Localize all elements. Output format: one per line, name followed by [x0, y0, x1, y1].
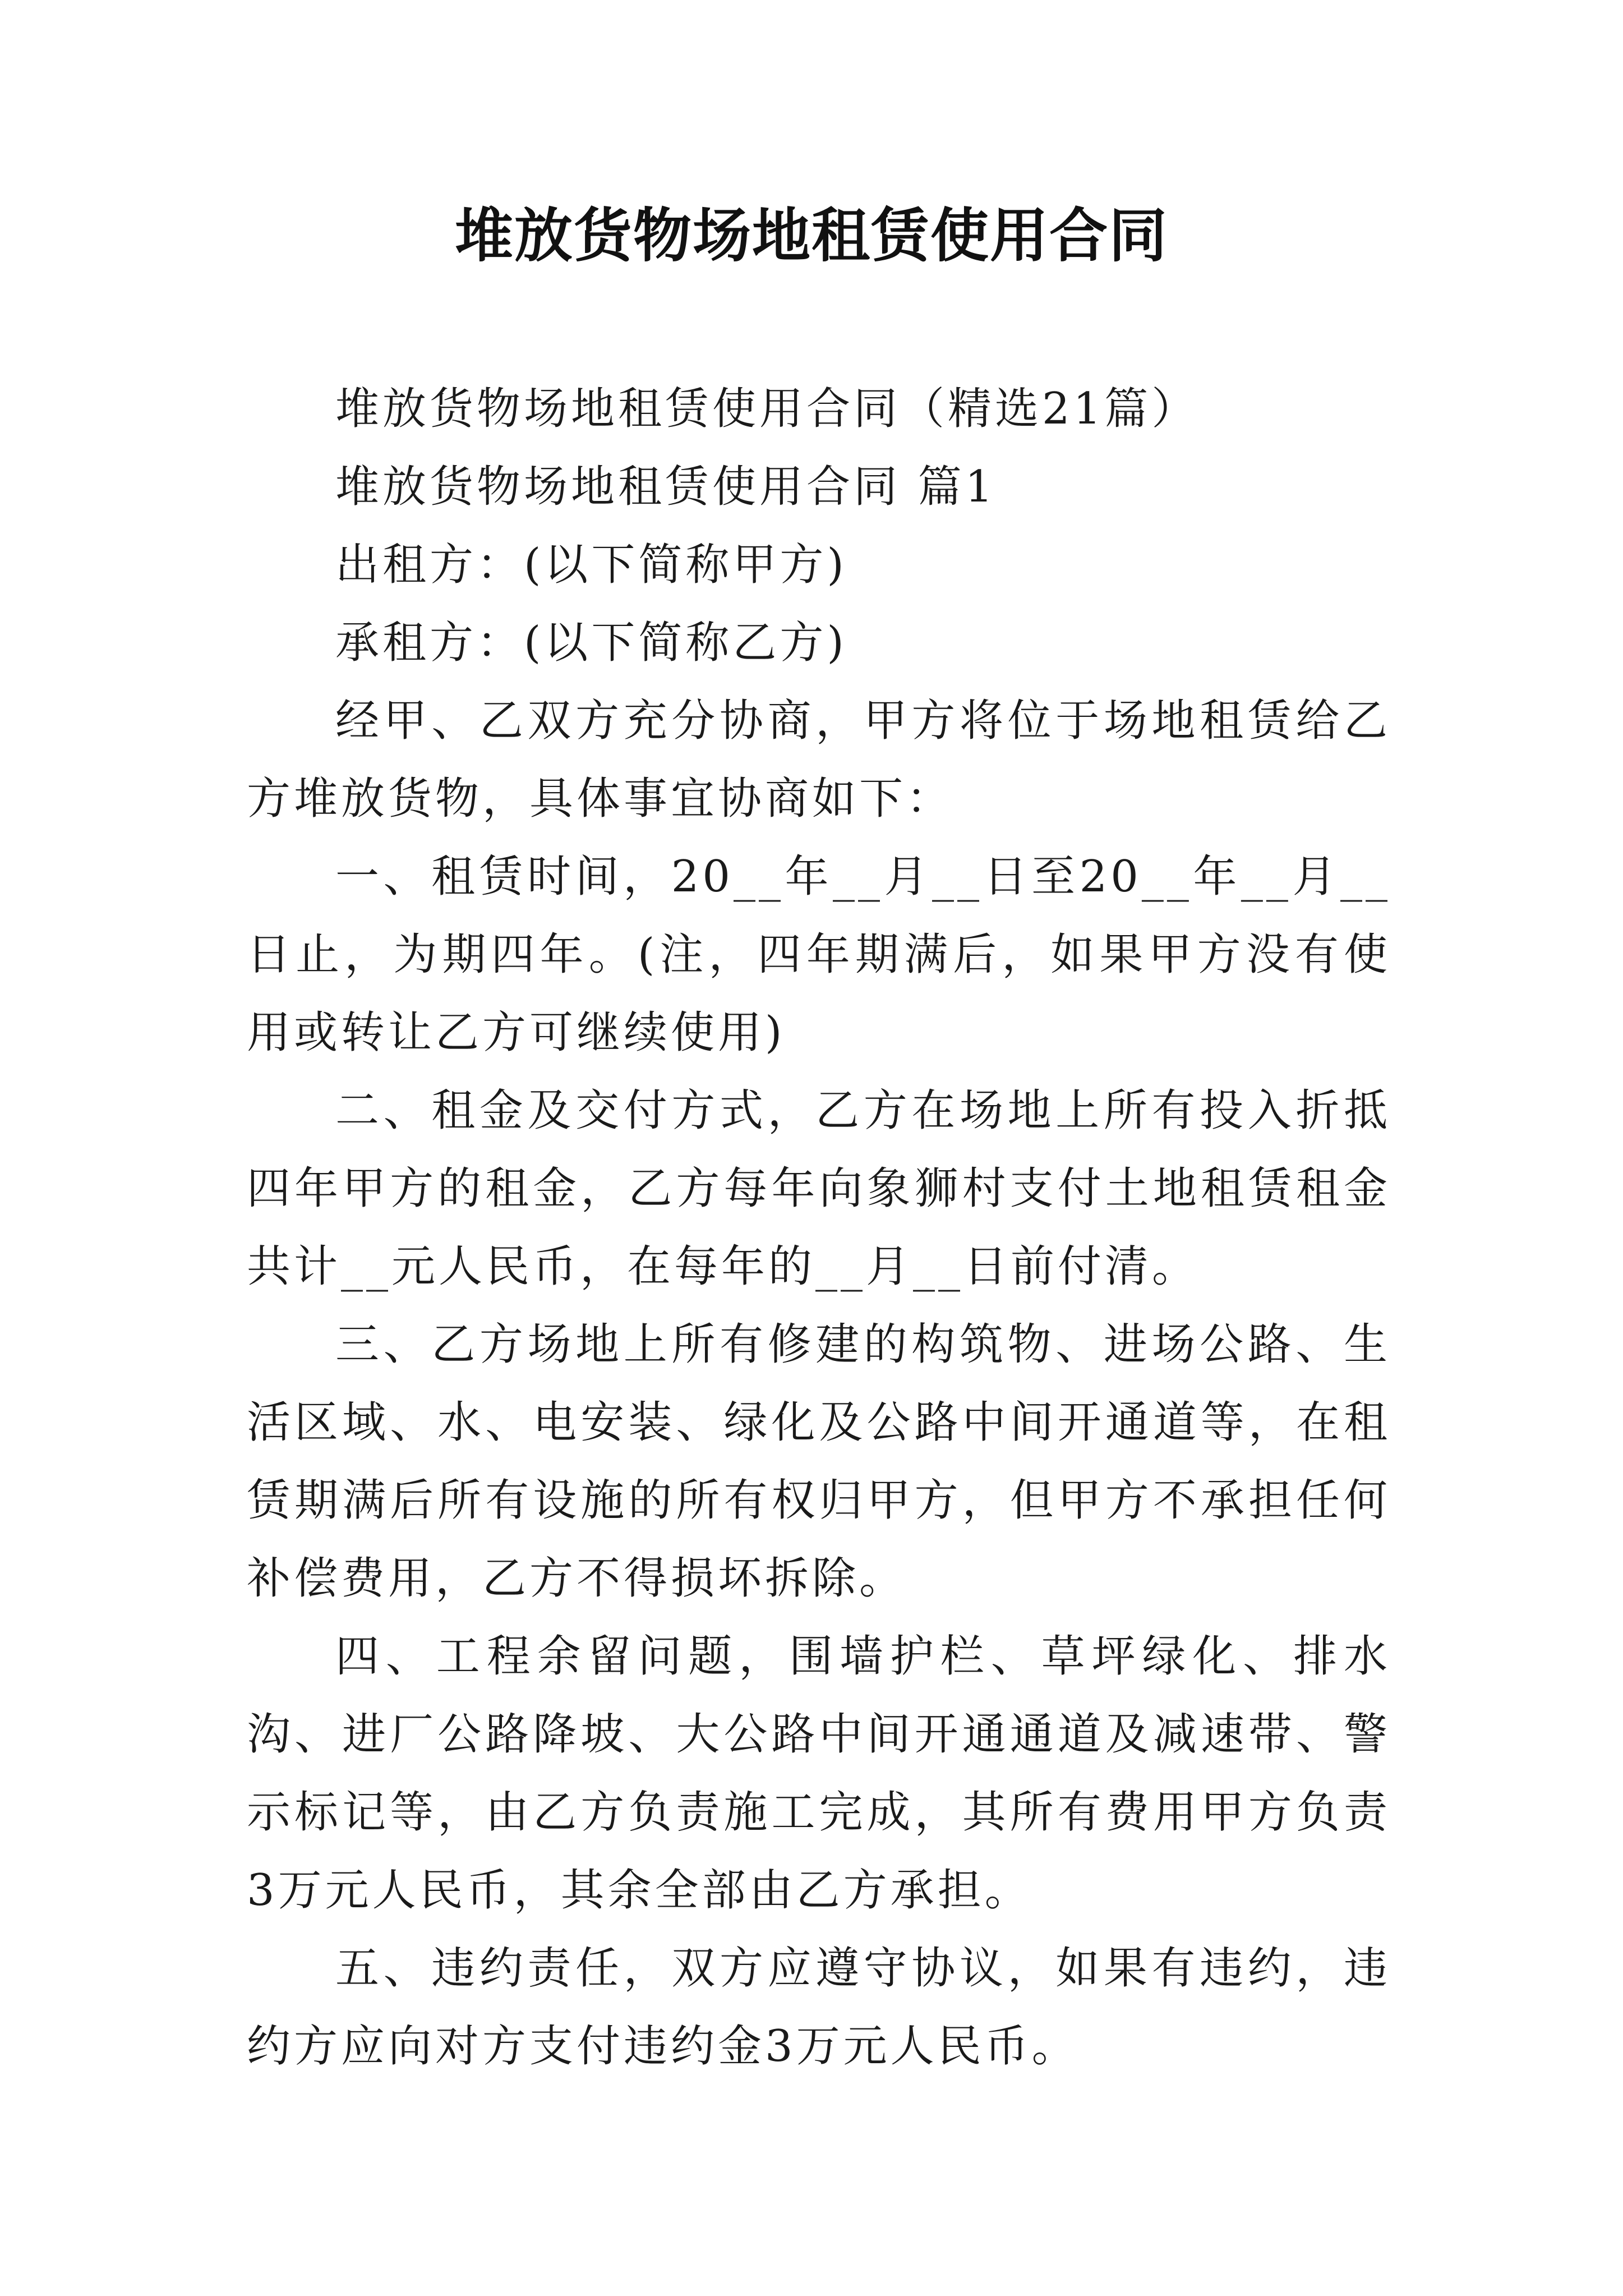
- document-body: [247, 370, 1391, 2086]
- paragraph-lessee: 承租方：(以下简称乙方): [335, 618, 847, 668]
- paragraph-clause-4: 四、工程余留问题，围墙护栏、草坪绿化、排水沟、进厂公路降坡、大公路中间开通通道及减速带、警示标记等，由乙方负责施工完成，其所有费用甲方负责3万元人民币，其余全部由乙方承担。: [247, 1631, 1391, 1916]
- paragraph-section-heading: 堆放货物场地租赁使用合同 篇1: [335, 462, 997, 512]
- paragraph-subtitle: 堆放货物场地租赁使用合同（精选21篇）: [335, 384, 1199, 434]
- document-title: 堆放货物场地租赁使用合同: [454, 201, 1168, 270]
- paragraph-clause-1: 一、租赁时间，20__年__月__日至20__年__月__日止，为期四年。(注，四年期满后，如果甲方没有使用或转让乙方可继续使用): [247, 852, 1391, 1058]
- paragraph-intro: 经甲、乙双方充分协商，甲方将位于场地租赁给乙方堆放货物，具体事宜协商如下：: [247, 696, 1391, 824]
- paragraph-clause-3: 三、乙方场地上所有修建的构筑物、进场公路、生活区域、水、电安装、绿化及公路中间开通道等，在租赁期满后所有设施的所有权归甲方，但甲方不承担任何补偿费用，乙方不得损坏拆除。: [247, 1319, 1391, 1604]
- paragraph-lessor: 出租方：(以下简称甲方): [335, 540, 847, 590]
- paragraph-clause-5: 五、违约责任，双方应遵守协议，如果有违约，违约方应向对方支付违约金3万元人民币。: [247, 1943, 1391, 2072]
- paragraph-clause-2: 二、租金及交付方式，乙方在场地上所有投入折抵四年甲方的租金，乙方每年向象狮村支付土地租赁租金共计__元人民币，在每年的__月__日前付清。: [247, 1085, 1391, 1292]
